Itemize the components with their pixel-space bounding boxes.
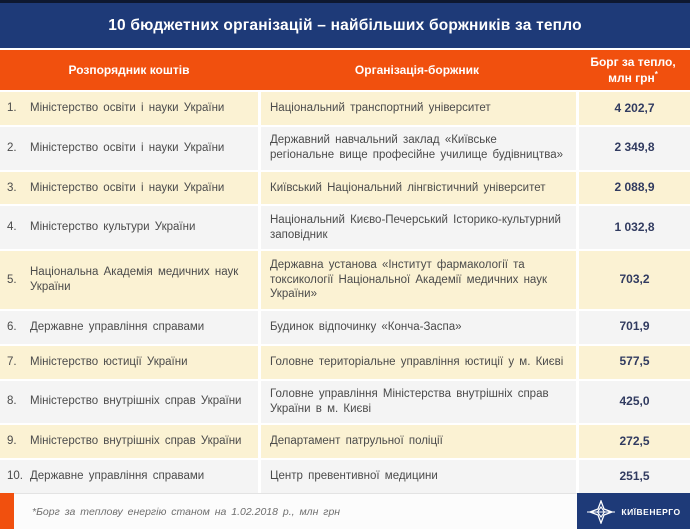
debt-value: 1 032,8 — [576, 206, 690, 249]
table-row — [0, 172, 690, 205]
debt-value: 272,5 — [576, 425, 690, 458]
table-row — [0, 206, 690, 249]
debt-value: 251,5 — [576, 460, 690, 493]
row-number: 6. — [7, 320, 17, 333]
manager-name: Міністерство освіти і науки України — [30, 141, 225, 154]
debtor-organization: Державний навчальний заклад «Київське регіональне вище професійне училище будівництва» — [258, 127, 576, 170]
debt-value: 425,0 — [576, 381, 690, 424]
debtor-organization: Головне територіальне управління юстиції у м. Києві — [258, 346, 576, 379]
manager-cell — [0, 460, 258, 493]
footnote: *Борг за теплову енергію станом на 1.02.2018 р., млн грн — [32, 505, 341, 518]
manager-name: Державне управління справами — [30, 470, 205, 483]
table-row — [0, 381, 690, 424]
manager-cell — [0, 381, 258, 424]
debt-value: 4 202,7 — [576, 92, 690, 125]
kyivenergo-star-icon — [586, 500, 616, 524]
debt-value: 701,9 — [576, 311, 690, 344]
logo-text: КИЇВЕНЕРГО — [621, 506, 681, 517]
debtor-organization: Будинок відпочинку «Конча-Заспа» — [258, 311, 576, 344]
debtor-organization: Департамент патрульної поліції — [258, 425, 576, 458]
manager-cell — [0, 311, 258, 344]
manager-name: Міністерство освіти і науки України — [30, 181, 225, 194]
table-row — [0, 251, 690, 309]
table-header — [0, 50, 690, 90]
kyivenergo-logo — [577, 493, 690, 529]
table-row — [0, 460, 690, 493]
footnote-asterisk: * — [654, 69, 658, 79]
debtor-organization: Національний Києво-Печерський Історико-культурний заповідник — [258, 206, 576, 249]
manager-cell — [0, 206, 258, 249]
debt-header-line2: млн грн — [608, 70, 655, 85]
debtor-organization: Головне управління Міністерства внутрішніх справ України в м. Києві — [258, 381, 576, 424]
row-number: 2. — [7, 141, 17, 154]
debt-value: 577,5 — [576, 346, 690, 379]
row-number: 4. — [7, 221, 17, 234]
footer — [0, 493, 690, 529]
manager-name: Національна Академія медичних наук України — [30, 266, 239, 294]
row-number: 8. — [7, 395, 17, 408]
manager-cell — [0, 251, 258, 309]
manager-name: Міністерство внутрішніх справ України — [30, 435, 242, 448]
table-body — [0, 90, 690, 493]
manager-cell — [0, 127, 258, 170]
manager-name: Міністерство культури України — [30, 221, 196, 234]
orange-corner-accent — [0, 493, 14, 529]
debt-value: 2 349,8 — [576, 127, 690, 170]
row-number: 7. — [7, 355, 17, 368]
debt-value: 703,2 — [576, 251, 690, 309]
table-row — [0, 127, 690, 170]
row-number: 5. — [7, 273, 17, 286]
manager-cell — [0, 425, 258, 458]
manager-name: Державне управління справами — [30, 320, 205, 333]
page-title: 10 бюджетних організацій – найбільших боржників за тепло — [0, 3, 690, 48]
row-number: 3. — [7, 181, 17, 194]
row-number: 1. — [7, 101, 17, 114]
manager-name: Міністерство освіти і науки України — [30, 101, 225, 114]
column-header-debt — [576, 50, 690, 90]
manager-name: Міністерство внутрішніх справ України — [30, 395, 242, 408]
table-row — [0, 311, 690, 344]
debt-header-line1: Борг за тепло, — [590, 54, 676, 69]
debtor-organization: Національний транспортний університет — [258, 92, 576, 125]
debtors-table — [0, 50, 690, 493]
debtor-organization: Державна установа «Інститут фармакології та токсикології Національної Академії медичних наук України» — [258, 251, 576, 309]
table-row — [0, 92, 690, 125]
debt-value: 2 088,9 — [576, 172, 690, 205]
manager-cell — [0, 346, 258, 379]
manager-name: Міністерство юстиції України — [30, 355, 188, 368]
manager-cell — [0, 172, 258, 205]
column-header-organization: Організація-боржник — [354, 63, 480, 77]
row-number: 10. — [7, 470, 23, 483]
manager-cell — [0, 92, 258, 125]
column-header-manager: Розпорядник коштів — [68, 63, 190, 77]
table-row — [0, 425, 690, 458]
debtor-organization: Центр превентивної медицини — [258, 460, 576, 493]
table-row — [0, 346, 690, 379]
debtor-organization: Київський Національний лінгвістичний університет — [258, 172, 576, 205]
row-number: 9. — [7, 435, 17, 448]
